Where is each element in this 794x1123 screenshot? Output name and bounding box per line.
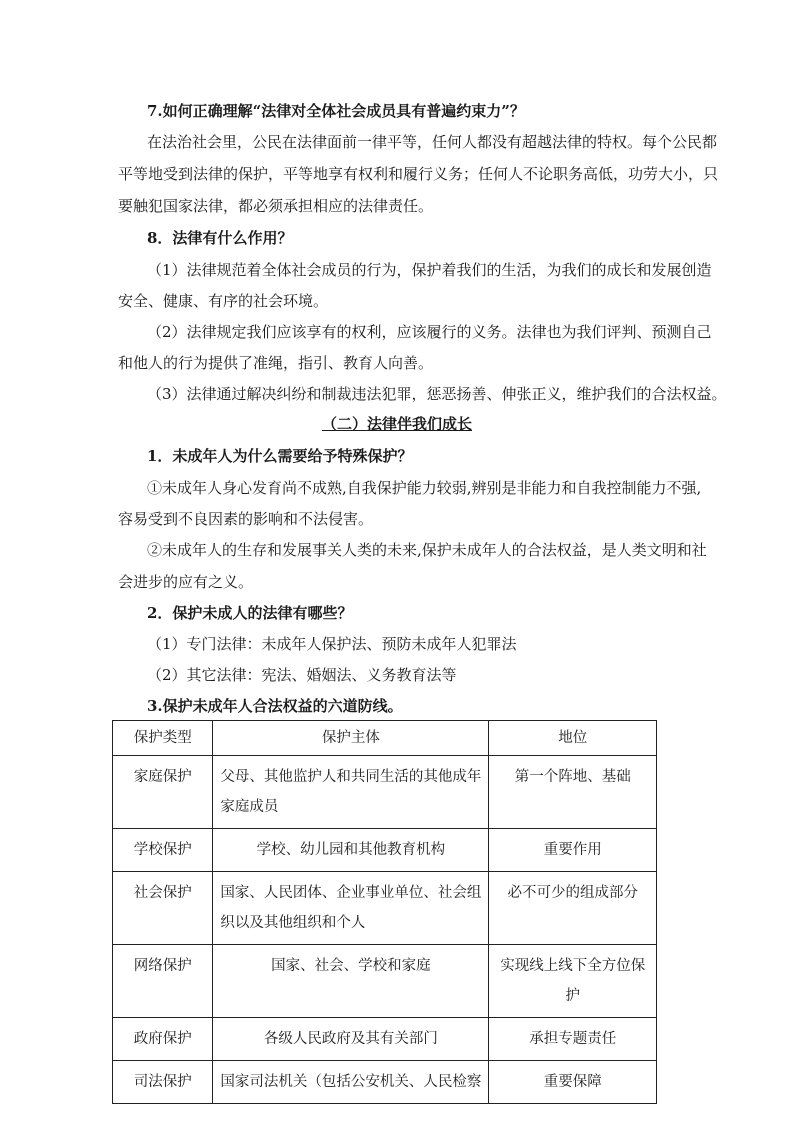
protection-status-cell: 第一个阵地、基础	[489, 756, 657, 829]
protection-status-cell: 实现线上线下全方位保护	[489, 945, 657, 1018]
table-header-cell: 保护主体	[213, 721, 489, 756]
protection-body-cell: 国家、人民团体、企业事业单位、社会组织以及其他组织和个人	[213, 872, 489, 945]
table-row	[113, 756, 657, 829]
q8-item-line: （3）法律通过解决纠纷和制裁违法犯罪，惩恶扬善、伸张正义，维护我们的合法权益。	[147, 385, 727, 403]
protection-type-cell: 家庭保护	[113, 756, 213, 829]
q8-item-line: 安全、健康、有序的社会环境。	[118, 292, 329, 310]
q8-item-line: 和他人的行为提供了准绳，指引、教育人向善。	[118, 354, 434, 372]
protection-type-cell: 司法保护	[113, 1061, 213, 1104]
protection-body-cell: 国家司法机关（包括公安机关、人民检察	[213, 1061, 489, 1104]
table-row	[113, 829, 657, 872]
protection-status-cell: 重要保障	[489, 1061, 657, 1104]
s2q2-item-line: （1）专门法律：未成年人保护法、预防未成年人犯罪法	[147, 635, 517, 653]
protection-type-cell: 网络保护	[113, 945, 213, 1018]
q7-paragraph-line: 平等地受到法律的保护，平等地享有权利和履行义务；任何人不论职务高低，功劳大小，只	[118, 165, 719, 183]
protection-body-cell: 学校、幼儿园和其他教育机构	[213, 829, 489, 872]
s2q1-paragraph-line: ②未成年人的生存和发展事关人类的未来,保护未成年人的合法权益，是人类文明和社	[147, 541, 707, 559]
protection-status-cell: 承担专题责任	[489, 1018, 657, 1061]
section-2-question-1-title: 1．未成年人为什么需要给予特殊保护？	[147, 447, 413, 465]
protection-body-cell: 父母、其他监护人和共同生活的其他成年家庭成员	[213, 756, 489, 829]
table-header-row	[113, 721, 657, 756]
question-8-title: 8．法律有什么作用？	[147, 229, 293, 247]
question-7-title: 7.如何正确理解“法律对全体社会成员具有普遍约束力”？	[147, 102, 525, 120]
q7-paragraph-line: 在法治社会里，公民在法律面前一律平等，任何人都没有超越法律的特权。每个公民都	[147, 133, 718, 151]
section-2-question-2-title: 2．保护未成人的法律有哪些？	[147, 604, 353, 622]
protection-status-cell: 重要作用	[489, 829, 657, 872]
q7-paragraph-line: 要触犯国家法律，都必须承担相应的法律责任。	[118, 197, 434, 215]
q8-item-line: （2）法律规定我们应该享有的权利，应该履行的义务。法律也为我们评判、预测自己	[147, 323, 712, 341]
table-header-cell: 地位	[489, 721, 657, 756]
table-row	[113, 1018, 657, 1061]
protection-body-cell: 各级人民政府及其有关部门	[213, 1018, 489, 1061]
protection-type-cell: 学校保护	[113, 829, 213, 872]
protection-type-cell: 社会保护	[113, 872, 213, 945]
protection-lines-table	[112, 720, 657, 1104]
protection-status-cell: 必不可少的组成部分	[489, 872, 657, 945]
s2q1-paragraph-line: 容易受到不良因素的影响和不法侵害。	[118, 510, 374, 528]
q8-item-line: （1）法律规范着全体社会成员的行为，保护着我们的生活，为我们的成长和发展创造	[147, 261, 712, 279]
section-2-question-3-title: 3.保护未成年人合法权益的六道防线。	[147, 697, 403, 715]
protection-type-cell: 政府保护	[113, 1018, 213, 1061]
table-header-cell: 保护类型	[113, 721, 213, 756]
s2q1-paragraph-line: ①未成年人身心发育尚不成熟,自我保护能力较弱,辨别是非能力和自我控制能力不强,	[147, 479, 702, 497]
s2q2-item-line: （2）其它法律：宪法、婚姻法、义务教育法等	[147, 666, 457, 684]
protection-body-cell: 国家、社会、学校和家庭	[213, 945, 489, 1018]
table-row	[113, 945, 657, 1018]
table-row	[113, 1061, 657, 1104]
s2q1-paragraph-line: 会进步的应有之义。	[118, 573, 254, 591]
table-row	[113, 872, 657, 945]
section-2-heading: （二）法律伴我们成长	[321, 415, 472, 433]
